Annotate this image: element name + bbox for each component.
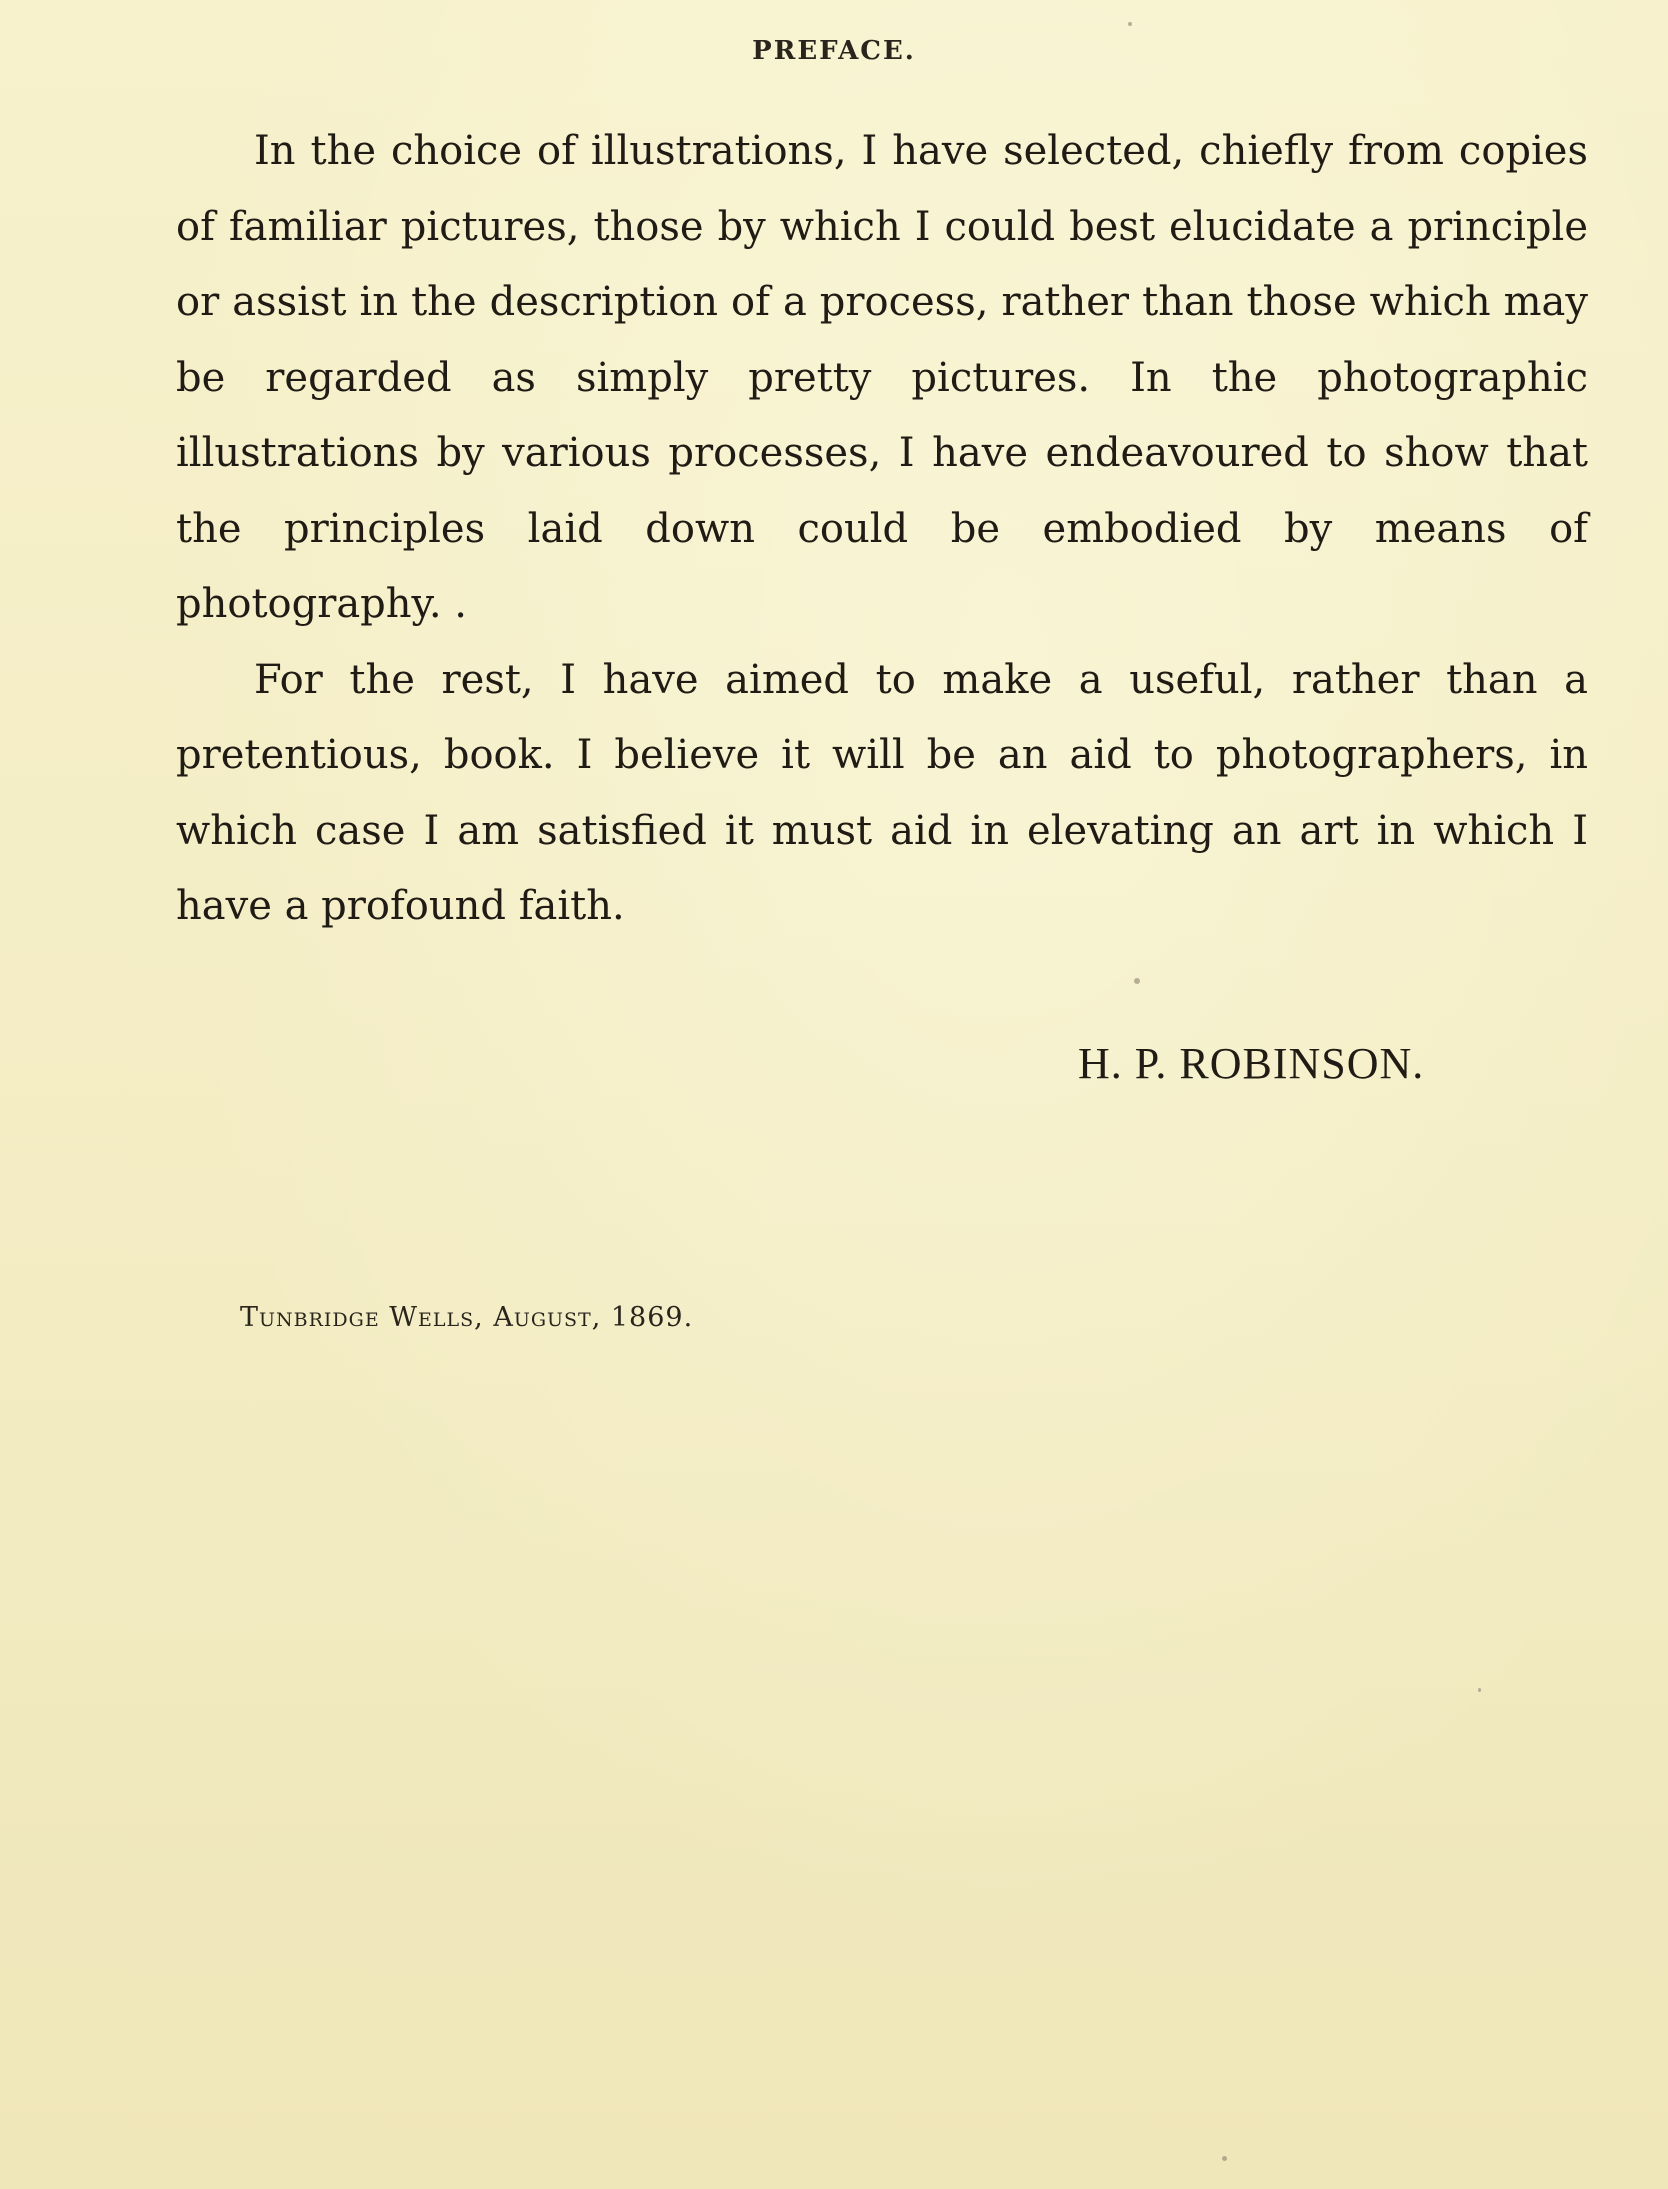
preface-body xyxy=(176,114,1588,945)
paper-speck xyxy=(1128,22,1132,26)
paper-speck xyxy=(1478,1688,1481,1692)
place-date-line: Tunbridge Wells, August, 1869. xyxy=(240,1302,694,1333)
running-head-title: PREFACE. xyxy=(752,36,916,66)
author-signature: H. P. ROBINSON. xyxy=(1078,1039,1425,1088)
paper-speck xyxy=(1222,2156,1227,2161)
preface-paragraph-1: In the choice of illustrations, I have selected, chiefly from copies of familiar pictures, those by which I could best elucidate a principle or assist in the description of a process, rather than those which may be regarded as simply pretty pictures. In the photographic illustrations by various processes, I have endeavoured to show that the principles laid down could be embodied by means of photography. . xyxy=(176,128,1588,627)
paper-speck xyxy=(1134,978,1140,984)
preface-paragraph-2: For the rest, I have aimed to make a useful, rather than a pretentious, book. I believe it will be an aid to photographers, in which case I am satisfied it must aid in elevating an art in which I have a profound faith. xyxy=(176,656,1588,929)
